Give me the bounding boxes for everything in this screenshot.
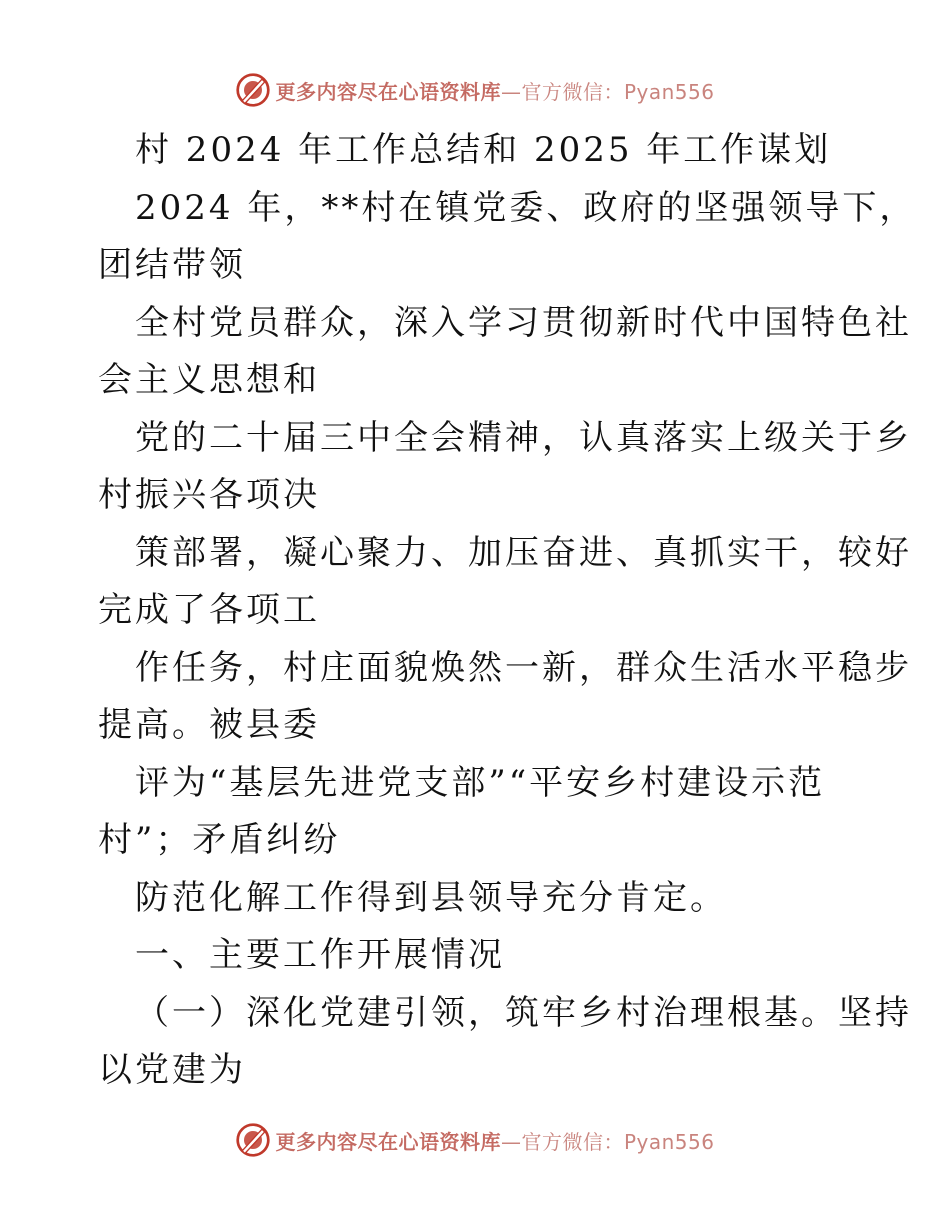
watermark-footer bbox=[0, 1118, 950, 1162]
watermark-suffix: —官方微信：Pyan556 bbox=[500, 1129, 715, 1154]
text-line: 作任务，村庄面貌焕然一新，群众生活水平稳步 bbox=[135, 647, 912, 688]
text-line: 全村党员群众，深入学习贯彻新时代中国特色社 bbox=[135, 302, 912, 343]
text-line: 会主义思想和 bbox=[98, 360, 320, 400]
document-body bbox=[98, 122, 917, 1100]
text-line: 防范化解工作得到县领导充分肯定。 bbox=[135, 877, 727, 918]
text-line: 策部署，凝心聚力、加压奋进、真抓实干，较好 bbox=[135, 532, 912, 573]
watermark-brand: 更多内容尽在心语资料库 bbox=[275, 79, 501, 104]
brand-logo-icon bbox=[235, 72, 271, 108]
text-line: 2024 年，**村在镇党委、政府的坚强领导下， bbox=[135, 187, 917, 228]
text-line: 团结带领 bbox=[98, 245, 246, 285]
watermark-text bbox=[275, 1126, 714, 1155]
watermark-header bbox=[0, 68, 950, 112]
text-line: 村”；矛盾纠纷 bbox=[98, 820, 341, 860]
text-line: 提高。被县委 bbox=[98, 705, 320, 745]
text-line: 评为“基层先进党支部”“平安乡村建设示范 bbox=[135, 762, 826, 803]
text-line: 一、主要工作开展情况 bbox=[135, 935, 505, 975]
brand-logo-icon bbox=[235, 1122, 271, 1158]
text-line: 以党建为 bbox=[98, 1050, 246, 1090]
text-line: 村 2024 年工作总结和 2025 年工作谋划 bbox=[135, 130, 832, 170]
watermark-brand: 更多内容尽在心语资料库 bbox=[275, 1129, 501, 1154]
text-line: （一）深化党建引领，筑牢乡村治理根基。坚持 bbox=[135, 992, 912, 1033]
watermark-text bbox=[275, 76, 714, 105]
text-line: 村振兴各项决 bbox=[98, 475, 320, 515]
text-line: 党的二十届三中全会精神，认真落实上级关于乡 bbox=[135, 417, 912, 458]
watermark-suffix: —官方微信：Pyan556 bbox=[500, 79, 715, 104]
text-line: 完成了各项工 bbox=[98, 590, 320, 630]
